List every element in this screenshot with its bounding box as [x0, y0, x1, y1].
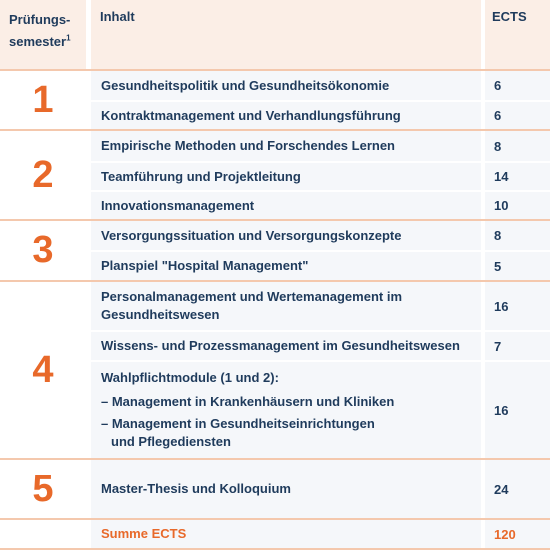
elective-item-continuation: und Pflegediensten — [111, 434, 231, 449]
header-semester-line2: semester — [9, 34, 67, 49]
elective-item: – Management in Krankenhäusern und Kliniken — [101, 394, 395, 409]
module-title: Gesundheitspolitik und Gesundheitsökonomie — [91, 70, 481, 101]
module-title: Planspiel "Hospital Management" — [91, 251, 481, 281]
summary-label: Summe ECTS — [91, 519, 481, 549]
module-ects: 24 — [485, 459, 550, 519]
header-footnote-marker: 1 — [66, 33, 71, 43]
elective-title: Wahlpflichtmodule (1 und 2): — [101, 370, 279, 385]
module-ects: 8 — [485, 130, 550, 162]
table-row — [0, 459, 550, 519]
module-ects: 6 — [485, 101, 550, 130]
table-row — [0, 281, 550, 331]
module-title: Kontraktmanagement und Verhandlungsführung — [91, 101, 481, 130]
table-row — [0, 220, 550, 251]
module-title: Versorgungssituation und Versorgungskonzepte — [91, 220, 481, 251]
module-ects: 8 — [485, 220, 550, 251]
elective-item: – Management in Gesundheitseinrichtungen — [101, 416, 375, 431]
header-row — [0, 0, 550, 70]
table-row — [0, 130, 550, 162]
module-ects: 7 — [485, 331, 550, 361]
semester-number: 3 — [0, 220, 86, 281]
elective-modules — [91, 361, 481, 459]
semester-number: 5 — [0, 459, 86, 519]
header-semester — [0, 0, 86, 70]
semester-number: 4 — [0, 281, 86, 459]
semester-number: 2 — [0, 130, 86, 220]
header-ects: ECTS — [485, 0, 550, 70]
module-ects: 16 — [485, 361, 550, 459]
semester-number: 1 — [0, 70, 86, 130]
module-title: Personalmanagement und Wertemanagement im Gesundheitswesen — [91, 281, 481, 331]
header-content: Inhalt — [91, 0, 481, 70]
summary-ects: 120 — [485, 519, 550, 549]
module-title: Wissens- und Prozessmanagement im Gesundheitswesen — [91, 331, 481, 361]
module-title: Empirische Methoden und Forschendes Lernen — [91, 130, 481, 162]
module-ects: 16 — [485, 281, 550, 331]
module-title: Teamführung und Projektleitung — [91, 162, 481, 191]
module-ects: 10 — [485, 191, 550, 220]
summary-row — [0, 519, 550, 549]
header-semester-line1: Prüfungs- — [9, 12, 71, 27]
module-ects: 6 — [485, 70, 550, 101]
module-ects: 5 — [485, 251, 550, 281]
table-row — [0, 70, 550, 101]
module-title: Master-Thesis und Kolloquium — [91, 459, 481, 519]
module-ects: 14 — [485, 162, 550, 191]
module-title: Innovationsmanagement — [91, 191, 481, 220]
